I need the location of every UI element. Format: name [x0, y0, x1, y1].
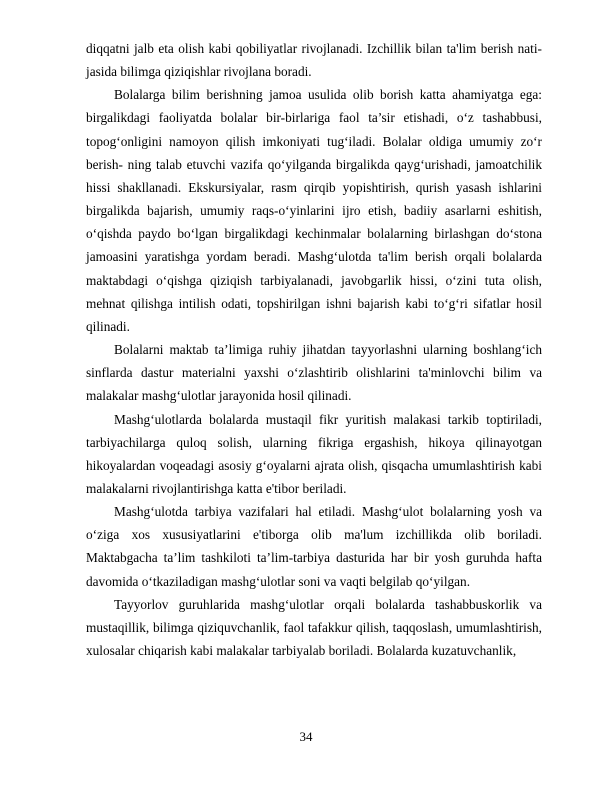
paragraph-5: Mashg‘ulotda tarbiya vazifalari hal etiladi. Mashg‘ulot bolalarning yosh va o‘ziga xos xususiyatlarini e'tiborga olib ma'lum izchillikda olib boriladi. Maktabgacha ta’lim tashkiloti ta’lim-tarbiya dasturida har bir yosh guruhda hafta davomida o‘tkaziladigan mashg‘ulotlar soni va vaqti belgilab qo‘yilgan.	[86, 504, 542, 589]
paragraph-4: Mashg‘ulotlarda bolalarda mustaqil fikr yuritish malakasi tarkib toptiriladi, tarbiyachilarga quloq solish, ularning fikriga ergashish, hikoya qilinayotgan hikoyalardan voqeadagi asosiy g‘oyalarni ajrata olish, qisqacha umumlashtirish kabi malakalarni rivojlantirishga katta e'tibor beriladi.	[86, 411, 542, 496]
paragraph-2: Bolalarga bilim berishning jamoa usulida olib borish katta ahamiyatga ega: birgalikdagi faoliyatda bolalar bir-birlariga faol ta’sir etishadi, o‘z tashabbusi, topog‘onligini namoyon qilish imkoniyati tug‘iladi. Bolalar oldiga umumiy zo‘r berish- ning talab etuvchi vazifa qo‘yilganda birgalikda qayg‘urishadi, jamoatchilik hissi shakllanadi. Ekskursiyalar, rasm qirqib yopishtirish, qurish yasash ishlarini birgalikda bajarish, umumiy raqs-o‘yinlarini ijro etish, badiiy asarlarni eshitish, o‘qishda paydo bo‘lgan birgalikdagi kechinmalar bolalarning birlashgan do‘stona jamoasini yaratishga yordam beradi. Mashg‘ulotda ta'lim berish orqali bolalarda maktabdagi o‘qishga qiziqish tarbiyalanadi, javobgarlik hissi, o‘zini tuta olish, mehnat qilishga intilish odati, topshirilgan ishni bajarish kabi to‘g‘ri sifatlar hosil qilinadi.	[86, 87, 542, 334]
page-number: 34	[299, 729, 313, 744]
body-text	[86, 37, 542, 662]
paragraph-1: diqqatni jalb eta olish kabi qobiliyatlar rivojlanadi. Izchillik bilan ta'lim berish nati-jasida bilimga qiziqishlar rivojlana boradi.	[86, 41, 542, 80]
paragraph-6: Tayyorlov guruhlarida mashg‘ulotlar orqali bolalarda tashabbuskorlik va mustaqillik, bilimga qiziquvchanlik, faol tafakkur qilish, taqqoslash, umumlashtirish, xulosalar chiqarish kabi malakalar tarbiyalab boriladi. Bolalarda kuzatuvchanlik,	[86, 596, 542, 659]
paragraph-3: Bolalarni maktab ta’limiga ruhiy jihatdan tayyorlashni ularning boshlang‘ich sinflarda dastur materialni yaxshi o‘zlashtirib olishlarini ta'minlovchi bilim va malakalar mashg‘ulotlar jarayonida hosil qilinadi.	[86, 342, 542, 404]
